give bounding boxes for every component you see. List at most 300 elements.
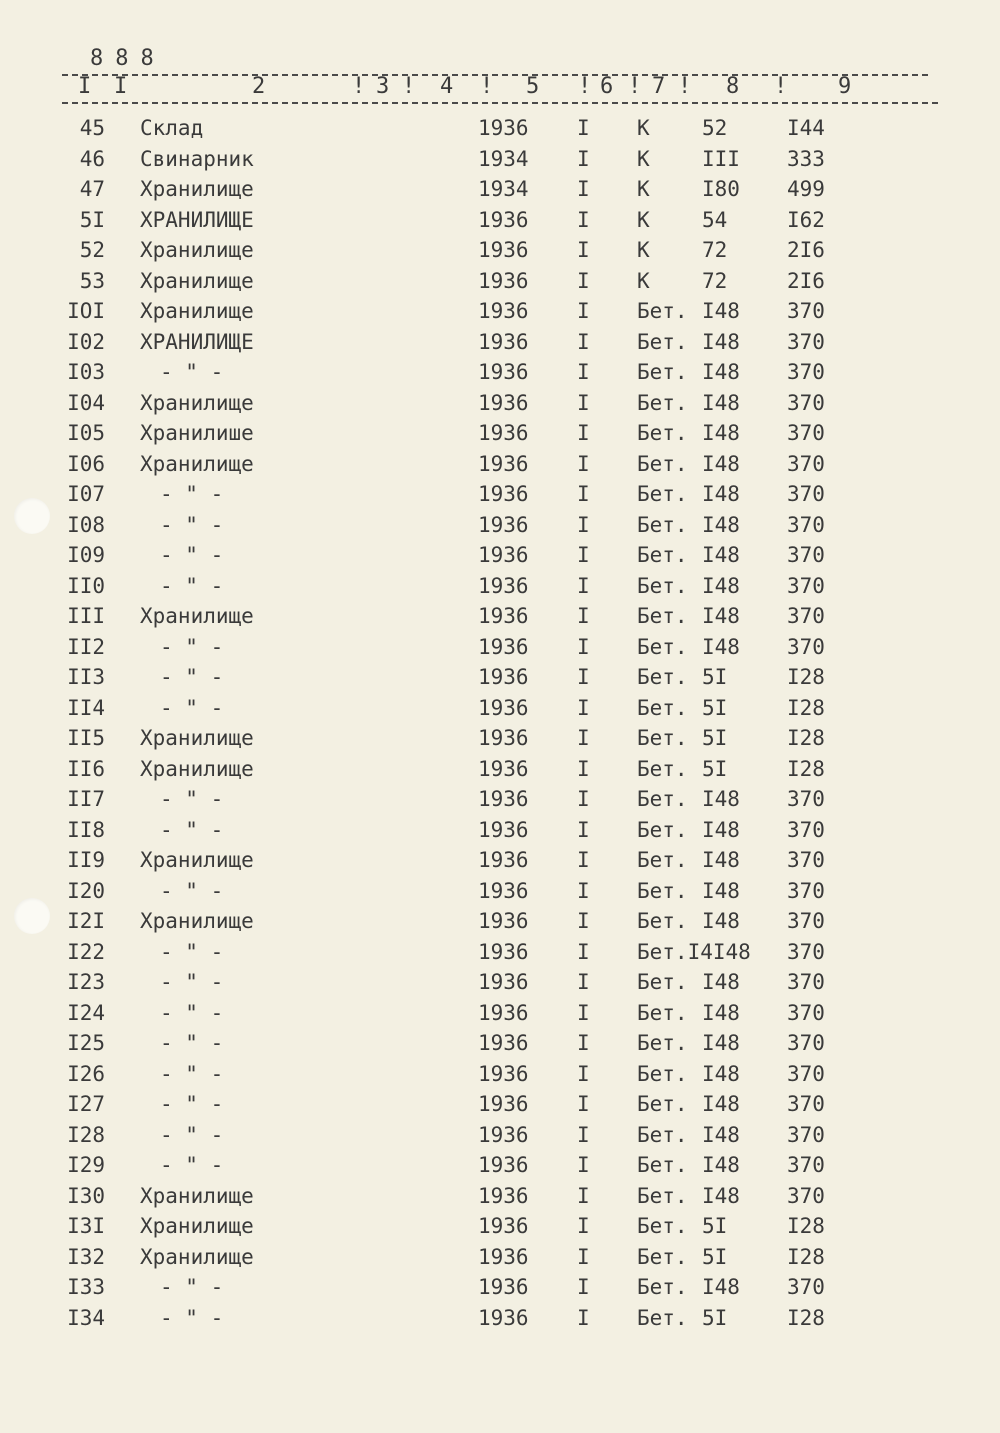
col-8-value: I48	[702, 1153, 740, 1177]
material: К	[637, 177, 650, 201]
row-number: I28	[67, 1122, 105, 1147]
col-9-value: 370	[787, 848, 825, 872]
header-label: !	[480, 74, 495, 99]
col-5-value: I	[577, 1000, 590, 1025]
row-number: I27	[67, 1092, 105, 1116]
year: 1936	[478, 878, 529, 903]
col-5-value: I	[577, 1275, 590, 1299]
col-5-value: I	[577, 1183, 590, 1208]
row-number: I32	[67, 1244, 105, 1269]
col-9-value: 370	[787, 299, 825, 323]
object-name: - " -	[160, 512, 224, 537]
table-row	[0, 482, 1000, 512]
col-5-value: I	[577, 970, 590, 994]
object-name: Хранилище	[140, 909, 254, 933]
table-row	[0, 1275, 1000, 1305]
object-name: - " -	[160, 360, 224, 384]
object-name: - " -	[160, 1122, 224, 1147]
material: Бет.	[637, 787, 688, 811]
col-9-value: 370	[787, 512, 825, 537]
col-9-value: I28	[787, 1244, 825, 1269]
col-9-value: 2I6	[787, 238, 825, 262]
material: Бет.	[637, 695, 688, 720]
row-number: II0	[67, 573, 105, 598]
col-8-value: I48	[702, 817, 740, 842]
year: 1936	[478, 665, 529, 689]
row-number: II8	[67, 817, 105, 842]
material: Бет.	[637, 573, 688, 598]
col-5-value: I	[577, 116, 590, 140]
col-5-value: I	[577, 939, 590, 964]
col-8-value: I48	[702, 421, 740, 445]
col-8-value: I48	[702, 1031, 740, 1055]
col-8-value: I48	[702, 1122, 740, 1147]
col-9-value: I44	[787, 116, 825, 140]
col-8-value: I48	[702, 543, 740, 567]
material: Бет.	[637, 1305, 688, 1330]
year: 1936	[478, 634, 529, 659]
row-number: 53	[79, 268, 105, 293]
col-9-value: 370	[787, 1000, 825, 1025]
row-number: I05	[67, 421, 105, 445]
table-row	[0, 1092, 1000, 1122]
material: Бет.	[637, 848, 688, 872]
year: 1936	[478, 817, 529, 842]
table-row	[0, 1031, 1000, 1061]
row-number: I03	[67, 360, 105, 384]
col-8-value: I48	[702, 573, 740, 598]
material: Бет.	[637, 817, 688, 842]
col-8-value: I48	[702, 329, 740, 354]
object-name: Хранилище	[140, 756, 254, 781]
col-9-value: 370	[787, 1275, 825, 1299]
object-name: - " -	[160, 787, 224, 811]
material: К	[637, 238, 650, 262]
col-5-value: I	[577, 329, 590, 354]
row-number: I09	[67, 543, 105, 567]
material: Бет.	[637, 1122, 688, 1147]
material: Бет.	[637, 451, 688, 476]
object-name: Хранилище	[140, 1214, 254, 1238]
col-5-value: I	[577, 604, 590, 628]
row-number: 45	[79, 116, 105, 140]
col-8-value: I48	[702, 1000, 740, 1025]
col-5-value: I	[577, 451, 590, 476]
year: 1936	[478, 482, 529, 506]
col-5-value: I	[577, 1244, 590, 1269]
year: 1936	[478, 390, 529, 415]
col-9-value: 370	[787, 1092, 825, 1116]
year: 1936	[478, 1000, 529, 1025]
row-number: II9	[67, 848, 105, 872]
col-5-value: I	[577, 1153, 590, 1177]
table-row	[0, 940, 1000, 970]
table-row	[0, 147, 1000, 177]
col-5-value: I	[577, 360, 590, 384]
col-5-value: I	[577, 878, 590, 903]
col-8-value: I48	[702, 1183, 740, 1208]
material: Бет.	[637, 512, 688, 537]
material: Бет.	[637, 1092, 688, 1116]
material: Бет.	[637, 878, 688, 903]
col-5-value: I	[577, 695, 590, 720]
table-row	[0, 787, 1000, 817]
material: Бет.	[637, 604, 688, 628]
table-row	[0, 360, 1000, 390]
header-label: !	[352, 74, 367, 99]
object-name: Хранилище	[140, 238, 254, 262]
row-number: 46	[79, 146, 105, 171]
row-number: I02	[67, 329, 105, 354]
table-row	[0, 1214, 1000, 1244]
col-8-value: 5I	[702, 726, 728, 750]
header-label: !	[402, 74, 417, 99]
object-name: - " -	[160, 1061, 224, 1086]
col-8-value: 5I	[702, 1244, 728, 1269]
header-label: I	[78, 74, 93, 99]
object-name: - " -	[160, 1305, 224, 1330]
col-8-value: 52	[702, 116, 728, 140]
row-number: I25	[67, 1031, 105, 1055]
material: Бет.	[637, 360, 688, 384]
top-marker: 888	[90, 46, 166, 71]
col-5-value: I	[577, 146, 590, 171]
header-bottom-dashes	[62, 102, 938, 104]
material: Бет.	[637, 909, 688, 933]
object-name: - " -	[160, 543, 224, 567]
col-9-value: 370	[787, 482, 825, 506]
table-row	[0, 513, 1000, 543]
year: 1936	[478, 268, 529, 293]
col-9-value: I62	[787, 207, 825, 232]
col-9-value: 370	[787, 909, 825, 933]
col-9-value: 370	[787, 1183, 825, 1208]
year: 1936	[478, 1305, 529, 1330]
material: Бет.	[637, 756, 688, 781]
col-9-value: 370	[787, 421, 825, 445]
col-9-value: 370	[787, 939, 825, 964]
year: 1936	[478, 421, 529, 445]
year: 1936	[478, 1153, 529, 1177]
material: Бет.I4I48	[637, 939, 751, 964]
col-9-value: 370	[787, 543, 825, 567]
table-row	[0, 116, 1000, 146]
table-row	[0, 970, 1000, 1000]
table-row	[0, 177, 1000, 207]
row-number: I04	[67, 390, 105, 415]
object-name: - " -	[160, 665, 224, 689]
col-9-value: 370	[787, 634, 825, 659]
col-5-value: I	[577, 573, 590, 598]
year: 1936	[478, 299, 529, 323]
col-8-value: I48	[702, 909, 740, 933]
col-8-value: I48	[702, 1061, 740, 1086]
table-row	[0, 1184, 1000, 1214]
material: Бет.	[637, 634, 688, 659]
col-8-value: I48	[702, 390, 740, 415]
col-9-value: 370	[787, 878, 825, 903]
header-label: 9	[838, 74, 853, 99]
row-number: I20	[67, 878, 105, 903]
year: 1936	[478, 1275, 529, 1299]
object-name: Свинарник	[140, 146, 254, 171]
object-name: - " -	[160, 817, 224, 842]
row-number: II3	[67, 665, 105, 689]
col-5-value: I	[577, 1122, 590, 1147]
material: Бет.	[637, 1275, 688, 1299]
year: 1936	[478, 909, 529, 933]
year: 1936	[478, 726, 529, 750]
year: 1936	[478, 116, 529, 140]
table-row	[0, 1062, 1000, 1092]
material: Бет.	[637, 543, 688, 567]
year: 1936	[478, 573, 529, 598]
row-number: II2	[67, 634, 105, 659]
col-8-value: 54	[702, 207, 728, 232]
material: К	[637, 146, 650, 171]
col-9-value: 370	[787, 329, 825, 354]
col-8-value: 5I	[702, 756, 728, 781]
material: Бет.	[637, 299, 688, 323]
col-5-value: I	[577, 665, 590, 689]
row-number: II6	[67, 756, 105, 781]
header-label: !	[628, 74, 643, 99]
header-label: !	[578, 74, 593, 99]
header-label: 4	[440, 74, 455, 99]
year: 1936	[478, 604, 529, 628]
object-name: - " -	[160, 1275, 224, 1299]
col-5-value: I	[577, 390, 590, 415]
row-number: 52	[79, 238, 105, 262]
row-number: I3I	[67, 1214, 105, 1238]
material: Бет.	[637, 665, 688, 689]
table-row	[0, 1245, 1000, 1275]
header-label: I	[114, 74, 129, 99]
table-row	[0, 1306, 1000, 1336]
table-row	[0, 665, 1000, 695]
material: К	[637, 268, 650, 293]
row-number: II5	[67, 726, 105, 750]
row-number: I30	[67, 1183, 105, 1208]
object-name: - " -	[160, 939, 224, 964]
col-8-value: I80	[702, 177, 740, 201]
col-8-value: I48	[702, 970, 740, 994]
table-row	[0, 757, 1000, 787]
col-8-value: 5I	[702, 665, 728, 689]
col-5-value: I	[577, 207, 590, 232]
col-8-value: 5I	[702, 1305, 728, 1330]
col-5-value: I	[577, 787, 590, 811]
table-row	[0, 1123, 1000, 1153]
header-label: !	[678, 74, 693, 99]
table-row	[0, 1001, 1000, 1031]
col-9-value: 370	[787, 1031, 825, 1055]
year: 1936	[478, 756, 529, 781]
year: 1936	[478, 360, 529, 384]
table-row	[0, 726, 1000, 756]
year: 1936	[478, 1183, 529, 1208]
row-number: I06	[67, 451, 105, 476]
row-number: I2I	[67, 909, 105, 933]
year: 1936	[478, 695, 529, 720]
object-name: Хранилище	[140, 451, 254, 476]
object-name: - " -	[160, 1031, 224, 1055]
object-name: - " -	[160, 1000, 224, 1025]
table-row	[0, 818, 1000, 848]
row-number: I33	[67, 1275, 105, 1299]
year: 1936	[478, 543, 529, 567]
col-5-value: I	[577, 238, 590, 262]
col-9-value: I28	[787, 1214, 825, 1238]
top-marker-row	[0, 46, 1000, 76]
material: Бет.	[637, 329, 688, 354]
col-9-value: 370	[787, 360, 825, 384]
col-8-value: I48	[702, 1092, 740, 1116]
table-row	[0, 848, 1000, 878]
col-5-value: I	[577, 634, 590, 659]
year: 1936	[478, 451, 529, 476]
col-9-value: I28	[787, 695, 825, 720]
col-5-value: I	[577, 1061, 590, 1086]
row-number: II7	[67, 787, 105, 811]
material: Бет.	[637, 1183, 688, 1208]
col-8-value: III	[702, 146, 740, 171]
row-number: IOI	[67, 299, 105, 323]
row-number: II4	[67, 695, 105, 720]
col-9-value: I28	[787, 665, 825, 689]
table-row	[0, 574, 1000, 604]
year: 1934	[478, 177, 529, 201]
col-8-value: I48	[702, 848, 740, 872]
col-5-value: I	[577, 482, 590, 506]
table-row	[0, 909, 1000, 939]
year: 1936	[478, 1092, 529, 1116]
col-8-value: 5I	[702, 695, 728, 720]
row-number: I22	[67, 939, 105, 964]
year: 1936	[478, 329, 529, 354]
object-name: Хранилище	[140, 604, 254, 628]
row-number: 47	[79, 177, 105, 201]
row-number: I23	[67, 970, 105, 994]
header-label: 8	[726, 74, 741, 99]
col-9-value: 370	[787, 604, 825, 628]
col-9-value: I28	[787, 1305, 825, 1330]
row-number: III	[67, 604, 105, 628]
col-5-value: I	[577, 817, 590, 842]
col-5-value: I	[577, 543, 590, 567]
col-8-value: 72	[702, 268, 728, 293]
col-9-value: 499	[787, 177, 825, 201]
col-9-value: 370	[787, 390, 825, 415]
column-number-header	[0, 74, 1000, 104]
col-5-value: I	[577, 726, 590, 750]
col-9-value: 370	[787, 970, 825, 994]
table-row	[0, 452, 1000, 482]
col-5-value: I	[577, 756, 590, 781]
object-name: Хранилище	[140, 177, 254, 201]
header-label: 7	[652, 74, 667, 99]
col-8-value: I48	[702, 512, 740, 537]
object-name: Склад	[140, 116, 204, 140]
row-number: I26	[67, 1061, 105, 1086]
object-name: Хранилище	[140, 268, 254, 293]
year: 1936	[478, 238, 529, 262]
material: Бет.	[637, 1153, 688, 1177]
col-9-value: 370	[787, 1061, 825, 1086]
col-8-value: I48	[702, 360, 740, 384]
col-8-value: I48	[702, 299, 740, 323]
col-9-value: 370	[787, 787, 825, 811]
object-name: - " -	[160, 573, 224, 598]
col-5-value: I	[577, 421, 590, 445]
object-name: Хранилище	[140, 726, 254, 750]
object-name: Хранилище	[140, 848, 254, 872]
material: Бет.	[637, 970, 688, 994]
table-row	[0, 1153, 1000, 1183]
header-label: 6	[600, 74, 615, 99]
material: Бет.	[637, 1061, 688, 1086]
col-8-value: I48	[702, 604, 740, 628]
material: Бет.	[637, 1031, 688, 1055]
material: Бет.	[637, 1214, 688, 1238]
col-5-value: I	[577, 268, 590, 293]
year: 1936	[478, 1031, 529, 1055]
col-8-value: 5I	[702, 1214, 728, 1238]
year: 1936	[478, 207, 529, 232]
material: Бет.	[637, 1000, 688, 1025]
row-number: I29	[67, 1153, 105, 1177]
col-9-value: 370	[787, 1153, 825, 1177]
object-name: - " -	[160, 482, 224, 506]
col-5-value: I	[577, 1031, 590, 1055]
col-9-value: 370	[787, 1122, 825, 1147]
table-row	[0, 299, 1000, 329]
header-label: 2	[252, 74, 267, 99]
object-name: Хранилище	[140, 390, 254, 415]
col-5-value: I	[577, 1305, 590, 1330]
row-number: I34	[67, 1305, 105, 1330]
material: Бет.	[637, 1244, 688, 1269]
col-5-value: I	[577, 1092, 590, 1116]
material: Бет.	[637, 421, 688, 445]
table-row	[0, 269, 1000, 299]
object-name: - " -	[160, 970, 224, 994]
col-9-value: I28	[787, 726, 825, 750]
col-5-value: I	[577, 909, 590, 933]
col-8-value: I48	[702, 878, 740, 903]
year: 1936	[478, 1214, 529, 1238]
year: 1936	[478, 939, 529, 964]
table-row	[0, 421, 1000, 451]
object-name: - " -	[160, 1153, 224, 1177]
year: 1936	[478, 848, 529, 872]
object-name: ХРАНИЛИЩЕ	[140, 207, 254, 232]
table-row	[0, 238, 1000, 268]
year: 1936	[478, 512, 529, 537]
year: 1936	[478, 1122, 529, 1147]
object-name: Хранилище	[140, 1183, 254, 1208]
row-number: 5I	[79, 207, 105, 232]
col-8-value: I48	[702, 1275, 740, 1299]
year: 1936	[478, 787, 529, 811]
table-row	[0, 543, 1000, 573]
object-name: Хранилище	[140, 299, 254, 323]
object-name: - " -	[160, 634, 224, 659]
object-name: - " -	[160, 1092, 224, 1116]
row-number: I08	[67, 512, 105, 537]
row-number: I24	[67, 1000, 105, 1025]
col-9-value: 370	[787, 573, 825, 598]
